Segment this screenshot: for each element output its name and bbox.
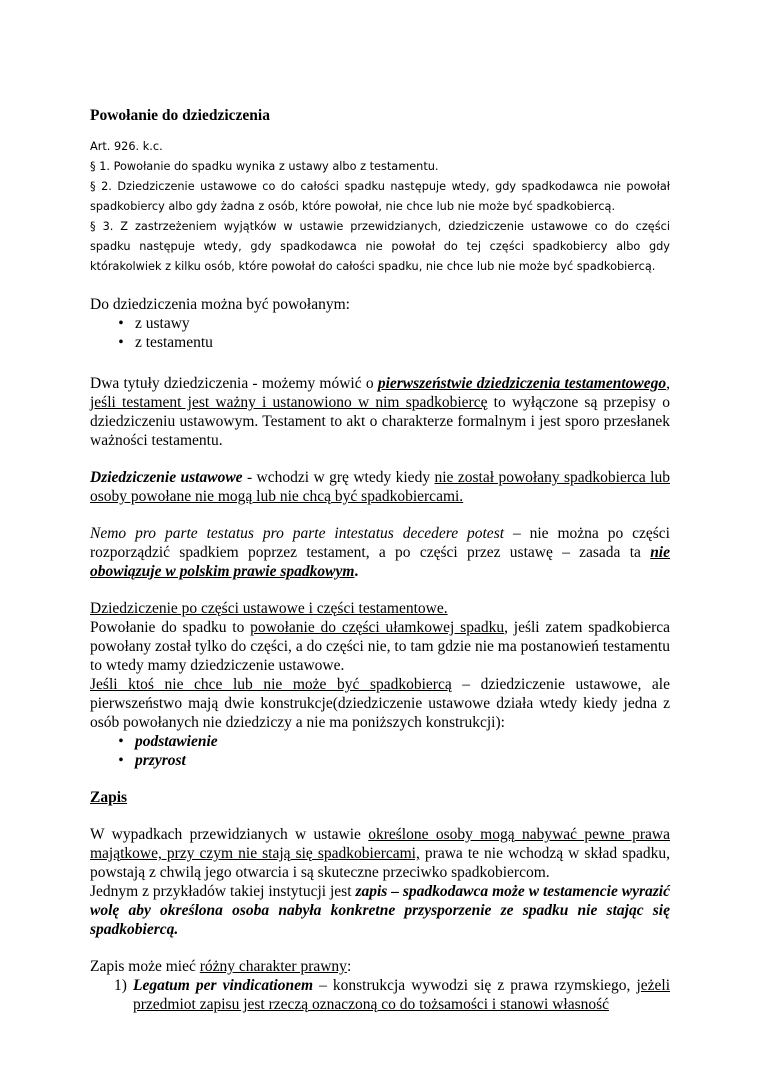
- list-item: 1) Legatum per vindicationem – konstrukcja wywodzi się z prawa rzymskiego, jeżeli przedmiot zapisu jest rzeczą oznaczoną co do tożsamości i stanowi własność: [114, 977, 671, 1013]
- titles-paragraph: Dwa tytuły dziedziczenia - możemy mówić o pierwszeństwie dziedziczenia testamentowego, jeśli testament jest ważny i ustanowiono w nim spadkobiercę to wyłączone są przepisy o dziedziczeniu ustawowym. Testament to akt o charakterze formalnym i jest sporo przesłanek ważności testamentu.: [90, 375, 670, 449]
- article-paragraph-1: § 1. Powołanie do spadku wynika z ustawy albo z testamentu.: [90, 160, 439, 173]
- testamentary-priority-term: pierwszeństwie dziedziczenia testamentowego: [377, 375, 667, 392]
- list-item: • przyrost: [112, 751, 670, 770]
- statutory-paragraph: Dziedziczenie ustawowe - wchodzi w grę wtedy kiedy nie został powołany spadkobierca lub osoby powołane nie mogą lub nie chcą być spadkobiercami.: [90, 469, 670, 505]
- document-body: [90, 106, 670, 1014]
- article-paragraph-2: § 2. Dziedziczenie ustawowe co do całości spadku następuje wtedy, gdy spadkodawca nie powołał spadkobiercy albo gdy żadna z osób, które powołał, nie chce lub nie może być spadkobiercą.: [90, 180, 670, 213]
- page-title: Powołanie do dziedziczenia: [90, 107, 270, 124]
- article-926-block: [90, 137, 670, 277]
- called-list: [90, 314, 670, 352]
- zapis-example-paragraph: Jednym z przykładów takiej instytucji jest zapis – spadkodawca może w testamencie wyrazić wolę aby określona osoba nabyła konkretne przysporzenie ze spadku nie stając się spadkobiercą.: [90, 883, 670, 938]
- bullet-icon: •: [118, 733, 124, 750]
- partial-paragraph: Powołanie do spadku to powołanie do części ułamkowej spadku, jeśli zatem spadkobierca powołany został tylko do części, a do części nie, to tam gdzie nie ma postanowień testamentu to wtedy mamy dziedziczenie ustawowe.: [90, 619, 670, 674]
- article-paragraph-3: § 3. Z zastrzeżeniem wyjątków w ustawie przewidzianych, dziedziczenie ustawowe co do części spadku następuje wtedy, gdy spadkodawca nie powołał do tej części spadkobiercy albo gdy którakolwiek z kilku osób, które powołał do całości spadku, nie chce lub nie może być spadkobiercą.: [90, 220, 670, 273]
- constructions-list: [90, 732, 670, 770]
- zapis-paragraph: W wypadkach przewidzianych w ustawie określone osoby mogą nabywać pewne prawa majątkowe, przy czym nie stają się spadkobiercami, prawa te nie wchodzą w skład spadku, powstają z chwilą jego otwarcia i są skuteczne przeciwko spadkobiercom.: [90, 826, 670, 881]
- list-item: • podstawienie: [112, 732, 670, 751]
- article-reference: Art. 926. k.c.: [90, 140, 163, 153]
- called-intro: Do dziedziczenia można być powołanym:: [90, 296, 350, 313]
- bullet-icon: •: [118, 752, 124, 769]
- list-item: • z testamentu: [112, 333, 670, 352]
- list-number: 1): [114, 977, 127, 994]
- bullet-icon: •: [118, 315, 124, 332]
- list-item: • z ustawy: [112, 314, 670, 333]
- nemo-paragraph: Nemo pro parte testatus pro parte intestatus decedere potest – nie można po części rozporządzić spadkiem poprzez testament, a po części przez ustawę – zasada ta nie obowiązuje w polskim prawie spadkowym.: [90, 525, 670, 580]
- partial-heading: Dziedziczenie po części ustawowe i części testamentowe.: [90, 600, 448, 617]
- refusal-paragraph: Jeśli ktoś nie chce lub nie może być spadkobiercą – dziedziczenie ustawowe, ale pierwszeństwo mają dwie konstrukcje(dziedziczenie ustawowe działa wtedy kiedy jedna z osób powołanych nie dziedziczy a nie ma poniższych konstrukcji):: [90, 676, 670, 731]
- latin-maxim: Nemo pro parte testatus pro parte intestatus decedere potest: [90, 525, 505, 542]
- legal-character-intro: Zapis może mieć różny charakter prawny:: [90, 958, 352, 975]
- statutory-term: Dziedziczenie ustawowe: [90, 469, 243, 486]
- zapis-heading: Zapis: [90, 789, 128, 806]
- bullet-icon: •: [118, 334, 124, 351]
